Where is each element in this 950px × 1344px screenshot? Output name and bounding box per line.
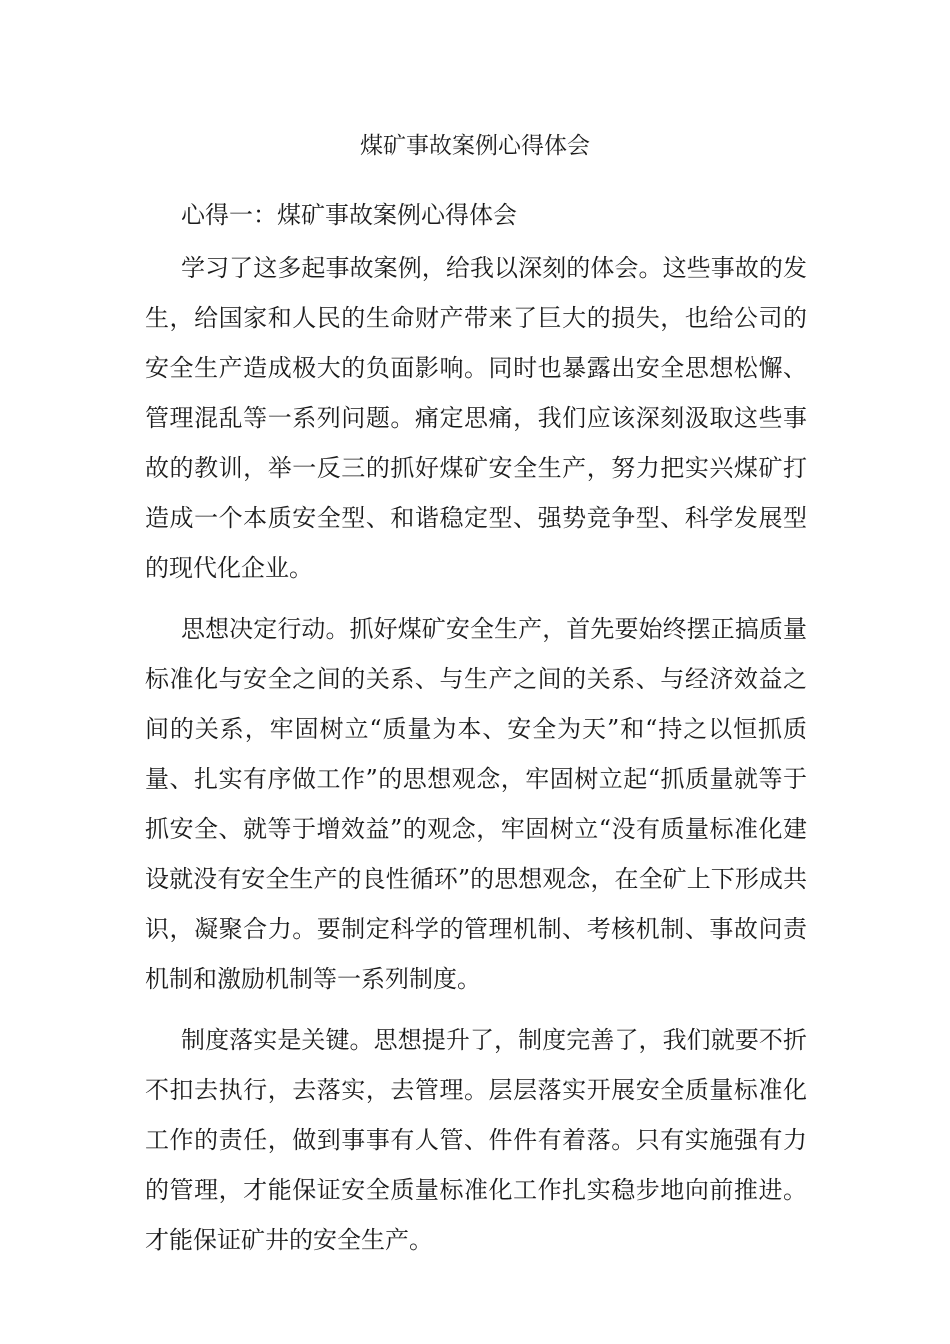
paragraph-1: 学习了这多起事故案例，给我以深刻的体会。这些事故的发生，给国家和人民的生命财产带来了巨大的损失，也给公司的安全生产造成极大的负面影响。同时也暴露出安全思想松懈、管理混乱等一系列问题。痛定思痛，我们应该深刻汲取这些事故的教训，举一反三的抓好煤矿安全生产，努力把实兴煤矿打造成一个本质安全型、和谐稳定型、强势竞争型、科学发展型的现代化企业。 [145, 254, 807, 582]
document-body [145, 190, 807, 1276]
paragraph-3: 制度落实是关键。思想提升了，制度完善了，我们就要不折不扣去执行，去落实，去管理。层层落实开展安全质量标准化工作的责任，做到事事有人管、件件有着落。只有实施强有力的管理，才能保证安全质量标准化工作扎实稳步地向前推进。才能保证矿井的安全生产。 [145, 1026, 807, 1254]
paragraph-2: 思想决定行动。抓好煤矿安全生产，首先要始终摆正搞质量标准化与安全之间的关系、与生产之间的关系、与经济效益之间的关系，牢固树立“质量为本、安全为天”和“持之以恒抓质量、扎实有序做工作”的思想观念，牢固树立起“抓质量就等于抓安全、就等于增效益”的观念，牢固树立“没有质量标准化建设就没有安全生产的良性循环”的思想观念，在全矿上下形成共识，凝聚合力。要制定科学的管理机制、考核机制、事故问责机制和激励机制等一系列制度。 [145, 615, 807, 993]
document-title: 煤矿事故案例心得体会 [360, 133, 590, 159]
section-heading: 心得一：煤矿事故案例心得体会 [181, 201, 517, 229]
